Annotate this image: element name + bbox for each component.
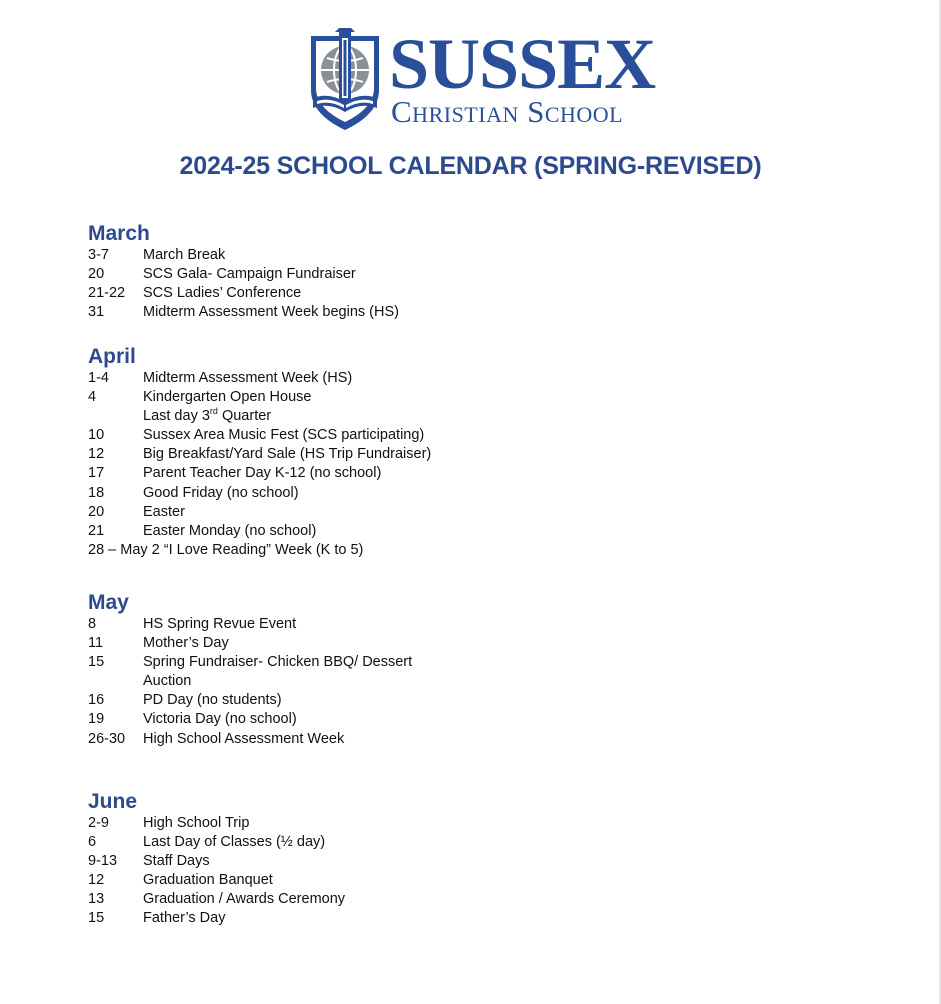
month-section-june	[88, 790, 688, 929]
event-date: 26-30	[88, 730, 126, 747]
calendar-row	[88, 369, 688, 388]
calendar-row	[88, 871, 688, 890]
calendar-row	[88, 710, 688, 729]
event-date: 15	[88, 910, 105, 927]
calendar-row	[88, 445, 688, 464]
calendar-row	[88, 615, 688, 634]
calendar-row	[88, 909, 688, 928]
event-date: 13	[88, 891, 105, 908]
event-name: Spring Fundraiser- Chicken BBQ/ Dessert	[143, 654, 413, 671]
event-date: 19	[88, 711, 105, 728]
calendar-row	[88, 814, 688, 833]
calendar-row	[88, 303, 688, 322]
calendar-row	[88, 284, 688, 303]
event-name: Victoria Day (no school)	[143, 711, 297, 728]
event-name: Parent Teacher Day K-12 (no school)	[143, 465, 382, 482]
event-date: 15	[88, 654, 105, 671]
event-date: 10	[88, 427, 105, 444]
calendar-row	[88, 464, 688, 483]
calendar-row	[88, 541, 688, 560]
calendar-row	[88, 503, 688, 522]
month-section-march	[88, 222, 688, 322]
event-date: 1-4	[88, 370, 109, 386]
event-date: 8	[88, 616, 97, 632]
event-name: High School Assessment Week	[143, 730, 345, 747]
event-name: Graduation / Awards Ceremony	[143, 891, 346, 908]
event-date: 11	[88, 635, 104, 652]
event-date: 16	[88, 692, 105, 709]
month-heading: March	[88, 222, 150, 245]
event-date: 12	[88, 872, 105, 889]
event-name: Easter Monday (no school)	[143, 522, 317, 539]
event-name: Staff Days	[143, 853, 210, 870]
event-name: Sussex Area Music Fest (SCS participating)	[143, 427, 425, 444]
page-title: 2024-25 SCHOOL CALENDAR (SPRING-REVISED)	[179, 152, 762, 180]
calendar-row	[88, 691, 688, 710]
event-name: HS Spring Revue Event	[143, 616, 297, 632]
event-name: Kindergarten Open House	[143, 389, 312, 406]
event-name-prefix: Last day 3	[143, 408, 210, 425]
school-name-primary: SUSSEX	[389, 24, 656, 104]
calendar-row	[88, 730, 688, 749]
event-date: 21	[88, 522, 105, 539]
event-full-line: 28 – May 2 “I Love Reading” Week (K to 5)	[88, 541, 364, 558]
event-date: 4	[88, 389, 97, 406]
event-name: Graduation Banquet	[143, 872, 273, 889]
event-name	[143, 407, 271, 426]
event-date: 31	[88, 304, 105, 321]
event-name: Big Breakfast/Yard Sale (HS Trip Fundraiser)	[143, 446, 432, 463]
calendar-row	[88, 388, 688, 407]
month-heading: June	[88, 790, 138, 813]
crest-icon	[305, 28, 385, 132]
calendar-row	[88, 672, 688, 691]
month-section-april	[88, 345, 688, 560]
event-date: 6	[88, 834, 97, 851]
school-logo	[305, 24, 656, 134]
ordinal-suffix: rd	[209, 406, 218, 417]
event-name: Father’s Day	[143, 910, 226, 927]
calendar-row	[88, 426, 688, 445]
event-name: Good Friday (no school)	[143, 484, 299, 501]
event-name: High School Trip	[143, 815, 250, 831]
event-date: 20	[88, 266, 105, 283]
wordmark	[389, 24, 656, 132]
calendar-row	[88, 833, 688, 852]
event-date: 21-22	[88, 285, 126, 302]
event-date: 18	[88, 484, 105, 501]
event-name: SCS Ladies’ Conference	[143, 285, 302, 302]
event-date: 3-7	[88, 247, 109, 263]
calendar-row	[88, 522, 688, 541]
event-name: Last Day of Classes (½ day)	[143, 834, 326, 851]
event-date: 12	[88, 446, 105, 463]
event-name: Midterm Assessment Week (HS)	[143, 370, 353, 386]
event-name-suffix: Quarter	[217, 408, 272, 425]
event-date: 9-13	[88, 853, 118, 870]
event-name: Auction	[143, 673, 192, 690]
event-name: Midterm Assessment Week begins (HS)	[143, 304, 399, 321]
calendar-row	[88, 246, 688, 265]
calendar-row	[88, 890, 688, 909]
event-name: March Break	[143, 247, 226, 263]
event-name: SCS Gala- Campaign Fundraiser	[143, 266, 356, 283]
calendar-row	[88, 653, 688, 672]
calendar-row	[88, 407, 688, 426]
month-heading: May	[88, 591, 129, 614]
month-heading: April	[88, 345, 136, 368]
event-name: Easter	[143, 503, 185, 520]
event-date: 2-9	[88, 815, 109, 831]
calendar-row	[88, 852, 688, 871]
event-name: Mother’s Day	[143, 635, 229, 652]
event-date: 17	[88, 465, 105, 482]
school-name-secondary: Christian School	[391, 94, 624, 129]
event-date: 20	[88, 503, 105, 520]
month-section-may	[88, 591, 688, 749]
calendar-row	[88, 265, 688, 284]
calendar-row	[88, 484, 688, 503]
calendar-row	[88, 634, 688, 653]
event-name: PD Day (no students)	[143, 692, 282, 709]
